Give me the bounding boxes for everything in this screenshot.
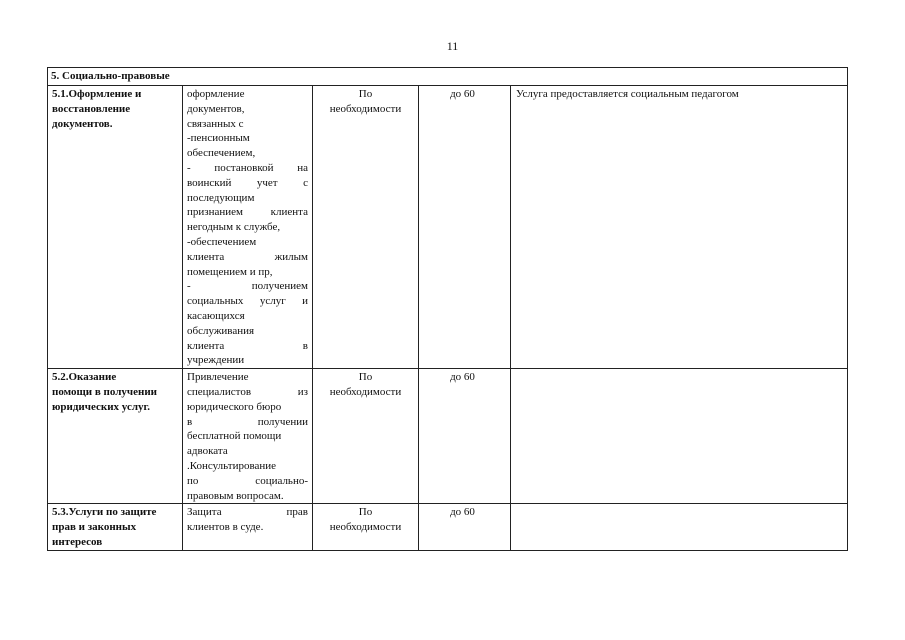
period-cell: до 60: [419, 86, 511, 369]
service-description-cell: [183, 86, 313, 369]
description-line: клиентов в суде.: [187, 521, 264, 534]
service-name-cell: [48, 369, 183, 504]
description-line: - получением: [187, 280, 308, 293]
description-line: - постановкой на: [187, 161, 308, 174]
description-line: последующим: [187, 191, 255, 204]
table-row: [48, 86, 848, 369]
service-name-line: восстановление: [52, 102, 131, 115]
frequency-cell: [313, 86, 419, 369]
description-line: клиента жилым: [187, 250, 308, 263]
section-row: [48, 68, 848, 86]
description-line: социальных услуг и: [187, 295, 308, 308]
description-line: -пенсионным: [187, 132, 250, 145]
description-line: документов,: [187, 102, 245, 115]
description-line: признанием клиента: [187, 206, 308, 219]
description-line: .Консультирование: [187, 459, 277, 472]
service-description-cell: [183, 369, 313, 504]
service-name-line: прав и законных: [52, 521, 137, 534]
frequency-line: необходимости: [329, 521, 402, 534]
description-line: обслуживания: [187, 324, 255, 337]
description-line: бесплатной помощи: [187, 430, 282, 443]
description-line: адвоката: [187, 445, 228, 458]
frequency-line: По: [358, 371, 373, 384]
page-number: 11: [446, 39, 459, 53]
description-line: клиента в: [187, 339, 308, 352]
table-row: [48, 504, 848, 550]
description-line: учреждении: [187, 354, 245, 367]
service-name-cell: [48, 504, 183, 550]
description-line: правовым вопросам.: [187, 489, 284, 502]
frequency-line: необходимости: [329, 102, 402, 115]
description-line: в получении: [187, 415, 308, 428]
section-title: 5. Социально-правовые: [48, 68, 848, 86]
description-line: негодным к службе,: [187, 221, 281, 234]
service-name-line: 5.2.Оказание: [52, 371, 117, 384]
frequency-cell: [313, 369, 419, 504]
description-line: обеспечением,: [187, 147, 256, 160]
service-name-line: помощи в получении: [52, 385, 158, 398]
note-cell: [511, 504, 848, 550]
description-line: связанных с: [187, 117, 244, 130]
service-name-line: интересов: [52, 535, 103, 548]
description-line: Защита прав: [187, 506, 308, 519]
frequency-line: По: [358, 88, 373, 100]
period-cell: до 60: [419, 369, 511, 504]
description-line: помещением и пр,: [187, 265, 273, 278]
frequency-line: необходимости: [329, 385, 402, 398]
period-cell: до 60: [419, 504, 511, 550]
note-cell: [511, 369, 848, 504]
description-line: касающихся: [187, 309, 245, 322]
note-cell: Услуга предоставляется социальным педагогом: [511, 86, 848, 369]
service-name-line: документов.: [52, 117, 113, 130]
services-table: [47, 67, 848, 551]
description-line: оформление: [187, 88, 245, 100]
description-line: Привлечение: [187, 371, 249, 384]
table-row: [48, 369, 848, 504]
description-line: воинский учет с: [187, 176, 308, 189]
service-name-line: юридических услуг.: [52, 400, 151, 413]
service-name-cell: [48, 86, 183, 369]
description-line: -обеспечением: [187, 235, 257, 248]
service-name-line: 5.3.Услуги по защите: [52, 506, 157, 519]
description-line: по социально-: [187, 474, 308, 487]
frequency-cell: [313, 504, 419, 550]
service-name-line: 5.1.Оформление и: [52, 88, 142, 100]
frequency-line: По: [358, 506, 373, 519]
description-line: юридического бюро: [187, 400, 282, 413]
service-description-cell: [183, 504, 313, 550]
description-line: специалистов из: [187, 385, 308, 398]
